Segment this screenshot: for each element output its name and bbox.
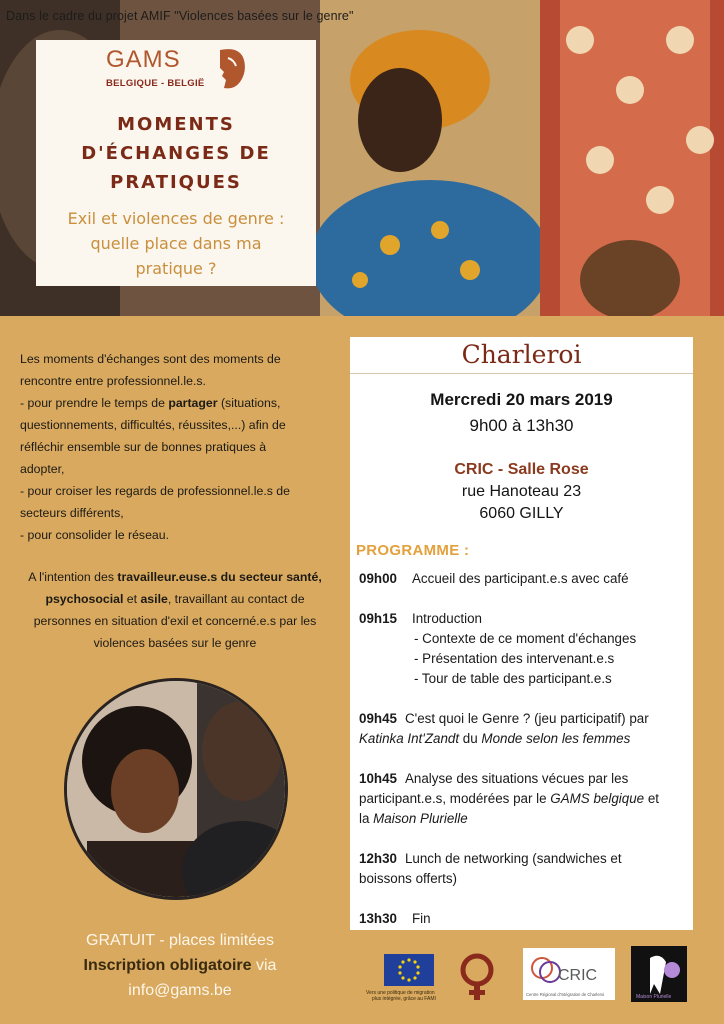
- intro-line: - pour consolider le réseau.: [20, 528, 170, 542]
- programme-text: Analyse des situations vécues par les: [404, 771, 629, 786]
- programme-fragment: et: [644, 791, 659, 806]
- intro-line: rencontre entre professionnel.le.s.: [20, 374, 206, 388]
- gams-face-icon: [214, 46, 248, 92]
- venue-street: rue Hanoteau 23: [461, 483, 582, 500]
- programme-subitem: - Tour de table des participant.e.s: [414, 671, 612, 686]
- maison-plurielle-name: Maison Plurielle: [636, 994, 672, 1000]
- organisation-name: Maison Plurielle: [373, 811, 468, 826]
- project-theme: "Violences basées sur le genre": [170, 9, 354, 23]
- project-banner: [6, 9, 354, 23]
- audience-line: [10, 566, 340, 588]
- programme-card: [350, 337, 693, 930]
- intro-line: Les moments d'échanges sont des moments de: [20, 352, 281, 366]
- programme-item: [359, 769, 689, 829]
- cric-logo: [523, 948, 615, 1000]
- programme-time: 09h15: [359, 611, 397, 626]
- signup-required: Inscription obligatoire: [83, 957, 252, 974]
- partner-logos: [360, 944, 700, 1004]
- speaker-name: Katinka Int'Zandt: [359, 731, 460, 746]
- programme-text: C'est quoi le Genre ? (jeu participatif) par: [404, 711, 649, 726]
- programme-time: 09h00: [359, 571, 397, 586]
- target-audience: [10, 566, 340, 654]
- cric-caption: Centre Régional d'Intégration de Charleroi: [526, 992, 605, 997]
- intro-line: adopter,: [20, 462, 65, 476]
- gams-logo: [106, 46, 256, 96]
- event-subtitle-line-3: pratique ?: [135, 259, 217, 278]
- programme-fragment: la: [359, 811, 374, 826]
- maison-plurielle-logo: [631, 946, 687, 1002]
- organisation-name: Monde selon les femmes: [481, 731, 631, 746]
- eu-flag-icon: [384, 954, 434, 986]
- audience-keyword: psychosocial: [45, 592, 124, 606]
- organisation-name: GAMS belgique: [550, 791, 645, 806]
- signup-via: via: [251, 957, 277, 974]
- programme-item: [359, 709, 689, 749]
- signup-line: [20, 953, 340, 978]
- programme-text: Accueil des participant.e.s avec café: [412, 571, 629, 586]
- event-title: [36, 110, 316, 197]
- audience-keyword: travailleur.euse.s du secteur santé,: [117, 570, 322, 584]
- audience-fragment: et: [123, 592, 141, 606]
- eu-caption-2: plus intégrée, grâce au FAMI: [372, 996, 436, 1002]
- programme-subitem: - Contexte de ce moment d'échanges: [414, 631, 637, 646]
- programme-time: 13h30: [359, 911, 397, 926]
- project-name: projet AMIF: [105, 9, 171, 23]
- free-notice: GRATUIT - places limitées: [86, 932, 274, 949]
- event-subtitle-line-2: quelle place dans ma: [90, 234, 262, 253]
- intro-line: secteurs différents,: [20, 506, 124, 520]
- event-title-line-2: D'ÉCHANGES DE: [81, 143, 271, 164]
- programme-text: [412, 609, 689, 689]
- venue-city: 6060 GILLY: [479, 505, 564, 522]
- registration-info: [20, 928, 340, 1003]
- city-header: Charleroi: [350, 337, 693, 374]
- audience-line: [10, 588, 340, 610]
- event-subtitle-line-1: Exil et violences de genre :: [67, 209, 285, 228]
- programme-item: [359, 909, 689, 929]
- venue: [350, 459, 693, 525]
- event-title-line-3: PRATIQUES: [110, 172, 242, 193]
- venus-symbol-icon: [463, 956, 491, 1000]
- portrait-illustration: [67, 681, 288, 900]
- event-details: [350, 387, 693, 525]
- intro-line: questionnements, difficultés, réussites,...) afin de: [20, 418, 286, 432]
- gams-logo-country: BELGIQUE - BELGIË: [106, 78, 205, 89]
- venue-name: CRIC - Salle Rose: [454, 461, 589, 478]
- audience-keyword: asile: [140, 592, 168, 606]
- speaker-portrait: [64, 678, 288, 900]
- intro-line: réfléchir ensemble sur de bonnes pratiques à: [20, 440, 267, 454]
- project-prefix: Dans le cadre du: [6, 9, 106, 23]
- intro-fragment: (situations,: [217, 396, 281, 410]
- event-subtitle: [50, 206, 302, 281]
- programme-title: Introduction: [412, 611, 482, 626]
- programme-item: [359, 609, 689, 689]
- programme-time: 10h45: [359, 771, 397, 786]
- gams-logo-text: GAMS: [106, 46, 181, 73]
- programme-time: 12h30: [359, 851, 397, 866]
- programme-fragment: participant.e.s, modérées par le: [359, 791, 551, 806]
- audience-line: personnes en situation d'exil et concerné.e.s par les: [33, 614, 317, 628]
- cric-name: CRIC: [558, 967, 598, 984]
- programme-fragment: boissons offerts): [359, 871, 457, 886]
- programme-list: [359, 569, 689, 929]
- event-date: Mercredi 20 mars 2019: [430, 390, 613, 409]
- programme-text: Fin: [412, 911, 431, 926]
- audience-line: violences basées sur le genre: [93, 636, 257, 650]
- intro-line: - pour croiser les regards de professionnel.le.s de: [20, 484, 290, 498]
- programme-fragment: du: [459, 731, 482, 746]
- audience-fragment: , travaillant au contact de: [167, 592, 305, 606]
- programme-text: Lunch de networking (sandwiches et: [404, 851, 622, 866]
- contact-email[interactable]: info@gams.be: [128, 982, 232, 999]
- programme-item: [359, 569, 689, 589]
- intro-keyword-partager: partager: [168, 396, 218, 410]
- programme-time: 09h45: [359, 711, 397, 726]
- programme-heading: PROGRAMME :: [356, 542, 470, 559]
- intro-fragment: - pour prendre le temps de: [20, 396, 169, 410]
- intro-text: [20, 348, 336, 546]
- programme-item: [359, 849, 689, 889]
- partner-logos-strip: [360, 944, 700, 1004]
- event-title-line-1: MOMENTS: [117, 114, 235, 135]
- title-card: [36, 40, 316, 286]
- intro-line: [20, 392, 336, 414]
- eu-caption-1: Vers une politique de migration: [366, 990, 435, 996]
- event-time: 9h00 à 13h30: [469, 416, 574, 435]
- programme-subitem: - Présentation des intervenant.e.s: [414, 651, 615, 666]
- audience-fragment: A l'intention des: [28, 570, 118, 584]
